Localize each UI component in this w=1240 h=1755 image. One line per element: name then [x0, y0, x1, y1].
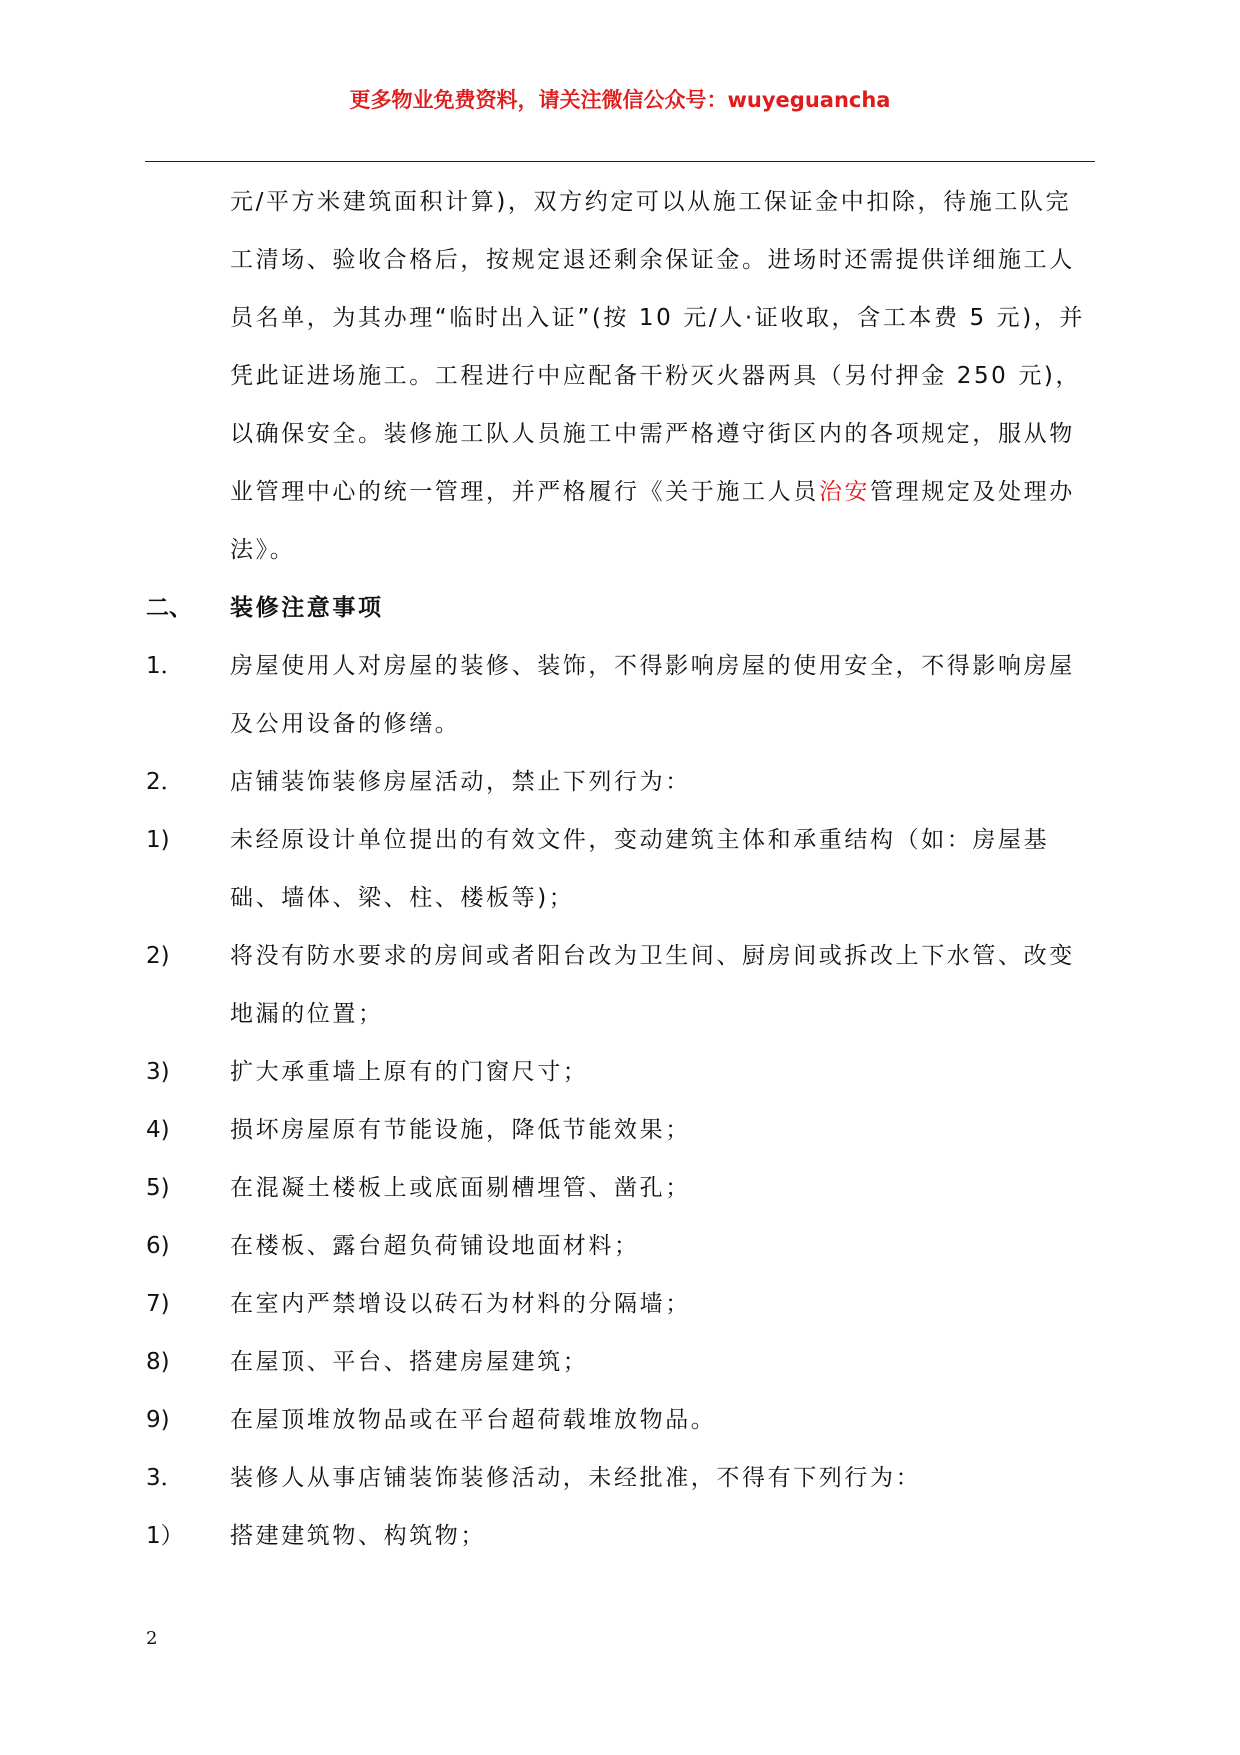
list-item [146, 1159, 1094, 1217]
section-heading [146, 579, 1094, 637]
list-item-number: 2) [146, 943, 170, 969]
list-item [146, 1275, 1094, 1333]
list-item-text: 在屋顶堆放物品或在平台超荷载堆放物品。 [230, 1407, 717, 1433]
list-item-text: 扩大承重墙上原有的门窗尺寸； [230, 1059, 589, 1085]
page-number: 2 [146, 1628, 158, 1649]
list-item [146, 1043, 1094, 1101]
section-title: 装修注意事项 [230, 595, 384, 621]
list-item-text: 在屋顶、平台、搭建房屋建筑； [230, 1349, 589, 1375]
list-item-number: 3． [146, 1465, 184, 1491]
list-item-number: 7) [146, 1291, 170, 1317]
list-item-text: 装修人从事店铺装饰装修活动，未经批准，不得有下列行为： [230, 1465, 922, 1491]
list-item-text: 搭建建筑物、构筑物； [230, 1523, 486, 1549]
list-item [146, 1333, 1094, 1391]
list-item [146, 1391, 1094, 1449]
continuation-text: 元/平方米建筑面积计算)，双方约定可以从施工保证金中扣除，待施工队完工清场、验收合格后，按规定退还剩余保证金。进场时还需提供详细施工人员名单，为其办理“临时出入证”(按 10 元/人·证收取，含工本费 5 元)，并凭此证进场施工。工程进行中应配备干粉灭火器两具（另付押金 250 元)，以确保安全。装修施工队人员施工中需严格遵守街区内的各项规定，服从物业管理中心的统一管理，并严格履行《关于施工人员 [230, 189, 1085, 505]
list-item [146, 637, 1094, 753]
header-rule [145, 161, 1095, 162]
list-item-number: 1） [146, 1523, 184, 1549]
list-item-text: 房屋使用人对房屋的装修、装饰，不得影响房屋的使用安全，不得影响房屋及公用设备的修缮。 [230, 653, 1075, 737]
list-item-text: 未经原设计单位提出的有效文件，变动建筑主体和承重结构（如：房屋基础、墙体、梁、柱、楼板等)； [230, 827, 1050, 911]
list-item-number: 8) [146, 1349, 170, 1375]
list-item [146, 1449, 1094, 1507]
list-item-number: 2． [146, 769, 184, 795]
list-item-text: 将没有防水要求的房间或者阳台改为卫生间、厨房间或拆改上下水管、改变地漏的位置； [230, 943, 1075, 1027]
list-item [146, 1101, 1094, 1159]
list-item [146, 1507, 1094, 1565]
continuation-paragraph [146, 173, 1094, 579]
highlighted-text: 治安 [818, 479, 871, 505]
continuation-text-end: 管理规定及处理办法》。 [230, 479, 1075, 563]
list-item [146, 1217, 1094, 1275]
list-item-number: 6) [146, 1233, 170, 1259]
section-number: 二、 [146, 595, 192, 621]
list-item-number: 1． [146, 653, 184, 679]
page-header: 更多物业免费资料，请关注微信公众号：wuyeguancha [349, 88, 891, 112]
list-item-number: 1) [146, 827, 170, 853]
list-item-number: 3) [146, 1059, 170, 1085]
list-item-number: 5) [146, 1175, 170, 1201]
list-item-text: 店铺装饰装修房屋活动，禁止下列行为： [230, 769, 691, 795]
list-item-text: 在楼板、露台超负荷铺设地面材料； [230, 1233, 640, 1259]
list-item-text: 在混凝土楼板上或底面剔槽埋管、凿孔； [230, 1175, 691, 1201]
list-item-text: 损坏房屋原有节能设施，降低节能效果； [230, 1117, 691, 1143]
list-item [146, 811, 1094, 927]
document-body [146, 173, 1094, 1565]
list-item [146, 753, 1094, 811]
list-item [146, 927, 1094, 1043]
list-item-number: 9) [146, 1407, 170, 1433]
list-item-number: 4) [146, 1117, 170, 1143]
list-item-text: 在室内严禁增设以砖石为材料的分隔墙； [230, 1291, 691, 1317]
